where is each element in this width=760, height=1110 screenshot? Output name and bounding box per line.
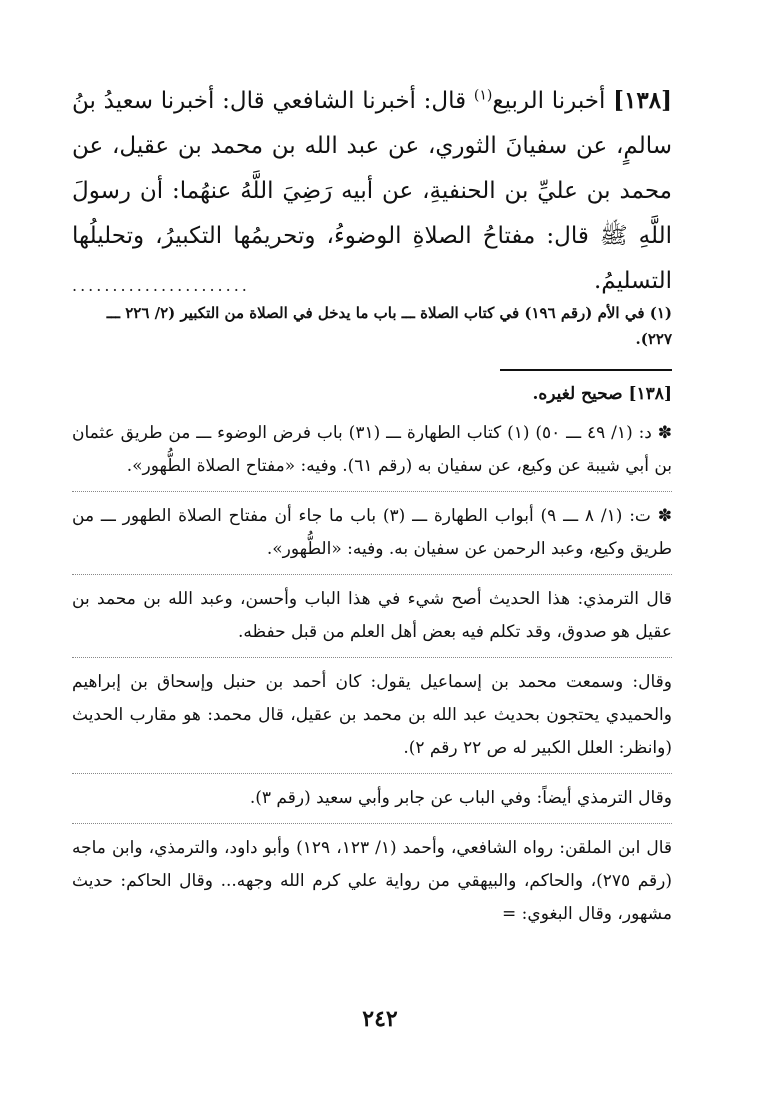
takhrij-paragraph: قال الترمذي: هذا الحديث أصح شيء في هذا الباب وأحسن، وعبد الله بن محمد بن عقيل هو صدوق، وقد تكلم فيه بعض أهل العلم من قبل حفظه. <box>72 583 672 658</box>
hadith-number: [١٣٨] <box>613 87 672 114</box>
footnote-separator: ...................... <box>72 276 250 295</box>
takhrij-paragraph: وقال: وسمعت محمد بن إسماعيل يقول: كان أحمد بن حنبل وإسحاق بن إبراهيم والحميدي يحتجون بحديث عبد الله بن محمد بن عقيل، قال محمد: هو مقارب الحديث (وانظر: العلل الكبير له ص ٢٢ رقم ٢). <box>72 666 672 774</box>
takhrij-paragraph: قال ابن الملقن: رواه الشافعي، وأحمد (١/ ١٢٣، ١٢٩) وأبو داود، والترمذي، وابن ماجه (رقم ٢٧٥)، والحاكم، والبيهقي من رواية علي كرم الله وجهه... وقال الحاكم: حديث مشهور، وقال البغوي: = <box>72 838 672 924</box>
hadith-text-start: أخبرنا الربيع <box>492 88 614 114</box>
takhrij-section <box>72 378 672 947</box>
takhrij-paragraph: ✽ د: (١/ ٤٩ ـــ ٥٠) (١) كتاب الطهارة ـــ (٣١) باب فرض الوضوء ـــ من طريق عثمان بن أبي شيبة عن وكيع، عن سفيان به (رقم ٦١). وفيه: «مفتاح الصلاة الطُّهور». <box>72 417 672 492</box>
takhrij-heading: [١٣٨] صحيح لغيره. <box>532 384 672 404</box>
hadith-text <box>72 78 672 304</box>
page-number: ٢٤٢ <box>362 1006 398 1032</box>
hadith-text-rest: قال: أخبرنا الشافعي قال: أخبرنا سعيدُ بنُ سالمٍ، عن سفيانَ الثوري، عن عبد الله بن محمد بن عقيل، عن محمد بن عليِّ بن الحنفيةِ، عن أبيه رَضِيَ اللَّهُ عنهُما: أن رسولَ اللَّهِ ﷺ قال: مفتاحُ الصلاةِ الوضوءُ، وتحريمُها التكبيرُ، وتحليلُها التسليمُ. <box>72 88 672 294</box>
footnote: (١) في الأم (رقم ١٩٦) في كتاب الصلاة ـــ باب ما يدخل في الصلاة من التكبير (٢/ ٢٢٦ ـــ ٢٢٧). <box>106 304 672 348</box>
section-divider <box>500 369 672 371</box>
hadith-block <box>72 78 672 304</box>
takhrij-paragraph: وقال الترمذي أيضاً: وفي الباب عن جابر وأبي سعيد (رقم ٣). <box>72 782 672 824</box>
takhrij-paragraph: ✽ ت: (١/ ٨ ـــ ٩) أبواب الطهارة ـــ (٣) باب ما جاء أن مفتاح الصلاة الطهور ـــ من طريق وكيع، وعبد الرحمن عن سفيان به. وفيه: «الطُّهور». <box>72 500 672 575</box>
footnote-reference: (١) <box>473 87 493 104</box>
